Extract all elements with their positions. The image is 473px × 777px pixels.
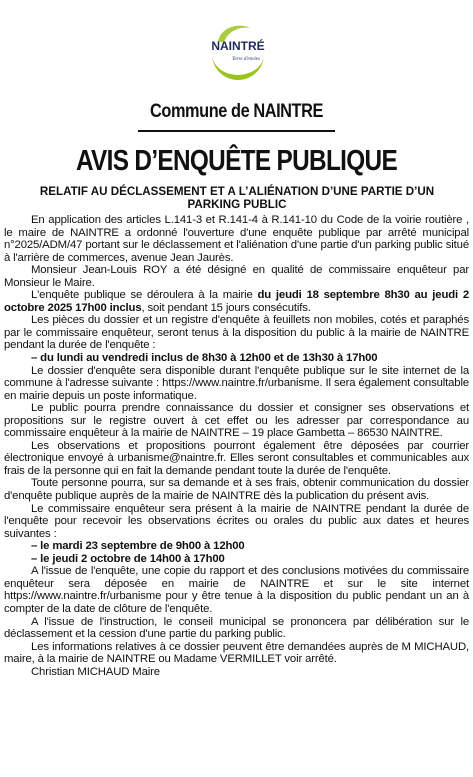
signature: Christian MICHAUD Maire — [31, 665, 160, 678]
paragraph: Les observations et propositions pourront également être déposées par courrier électronique envoyé à urbanisme@naintre.fr. Elles seront consultables et communicables aux frais de la personne qui en fait la demande pendant toute la durée de l'enquête. — [4, 439, 469, 477]
paragraph-text: , soit pendant 15 jours consécutifs. — [141, 301, 311, 314]
paragraph: A l'issue de l'instruction, le conseil municipal se prononcera par délibération sur le déclassement et la cession d'une partie du parking public. — [4, 615, 469, 641]
notice-subtitle: RELATIF AU DÉCLASSEMENT ET A L’ALIÉNATION D’UNE PARTIE D’UN PARKING PUBLIC — [39, 185, 435, 211]
paragraph: Toute personne pourra, sur sa demande et à ses frais, obtenir communication du dossier d'enquête publique auprès de la mairie de NAINTRE dès la publication du présent avis. — [4, 477, 469, 503]
paragraph: Les informations relatives à ce dossier peuvent être demandées auprès de M MICHAUD, maire, à la mairie de NAINTRE ou Madame VERMILLET voir arrêté. — [4, 640, 469, 666]
commune-heading: Commune de NAINTRE — [150, 101, 323, 122]
paragraph: Le dossier d'enquête sera disponible durant l'enquête publique sur le site internet de la commune à l'adresse suivante : https://www.naintre.fr/urbanisme. Il sera également consultable en mairie depuis un poste informatique. — [4, 364, 469, 402]
naintre-logo — [198, 14, 278, 94]
heading-divider — [138, 130, 335, 132]
paragraph: Le public pourra prendre connaissance du dossier et consigner ses observations et propositions sur le registre ouvert à cet effet ou les adresser par correspondance au commissaire enquêteur à la mairie de NAINTRE – 19 place Gambetta – 86530 NAINTRE. — [4, 402, 469, 440]
permanence-date: – le mardi 23 septembre de 9h00 à 12h00 — [31, 540, 245, 553]
permanence-date: – le jeudi 2 octobre de 14h00 à 17h00 — [31, 552, 225, 565]
paragraph-dates — [4, 289, 469, 314]
paragraph: Monsieur Jean-Louis ROY a été désigné en qualité de commissaire enquêteur par Monsieur le Maire. — [4, 264, 469, 289]
notice-body — [4, 214, 469, 678]
paragraph: Les pièces du dossier et un registre d'enquête à feuillets non mobiles, cotés et paraphés par le commissaire enquêteur, seront tenus à la disposition du public à la mairie de NAINTRE pendant la durée de l'enquête : — [4, 314, 469, 352]
opening-hours: – du lundi au vendredi inclus de 8h30 à 12h00 et de 13h30 à 17h00 — [31, 352, 378, 365]
paragraph: Le commissaire enquêteur sera présent à la mairie de NAINTRE pendant la durée de l'enquête pour recevoir les observations écrites ou orales du public aux dates et heures suivantes : — [4, 502, 469, 540]
enquiry-dates: du jeudi 18 septembre 8h30 au jeudi 2 octobre 2025 17h00 inclus — [4, 289, 469, 314]
logo-tagline: Terre d'envies — [232, 57, 260, 62]
paragraph-text: L'enquête publique se déroulera à la mairie — [31, 289, 258, 302]
logo-name: NAINTRÉ — [211, 39, 265, 53]
notice-title: AVIS D’ENQUÊTE PUBLIQUE — [75, 145, 398, 177]
paragraph: A l'issue de l'enquête, une copie du rapport et des conclusions motivées du commissaire enquêteur sera déposée en mairie de NAINTRE et sur le site internet https://www.naintre.fr/urbanisme pour y être tenue à la disposition du public pendant un an à compter de la date de clôture de l'enquête. — [4, 565, 469, 615]
paragraph: En application des articles L.141-3 et R.141-4 à R.141-10 du Code de la voirie routière , le maire de NAINTRE a ordonné l'ouverture d'une enquête publique par arrêté municipal n°2025/ADM/47 portant sur le déclassement et l'aliénation d'une partie d'un parking public situé à l'arrière de commerces, avenue Jean Jaurès. — [4, 214, 469, 264]
